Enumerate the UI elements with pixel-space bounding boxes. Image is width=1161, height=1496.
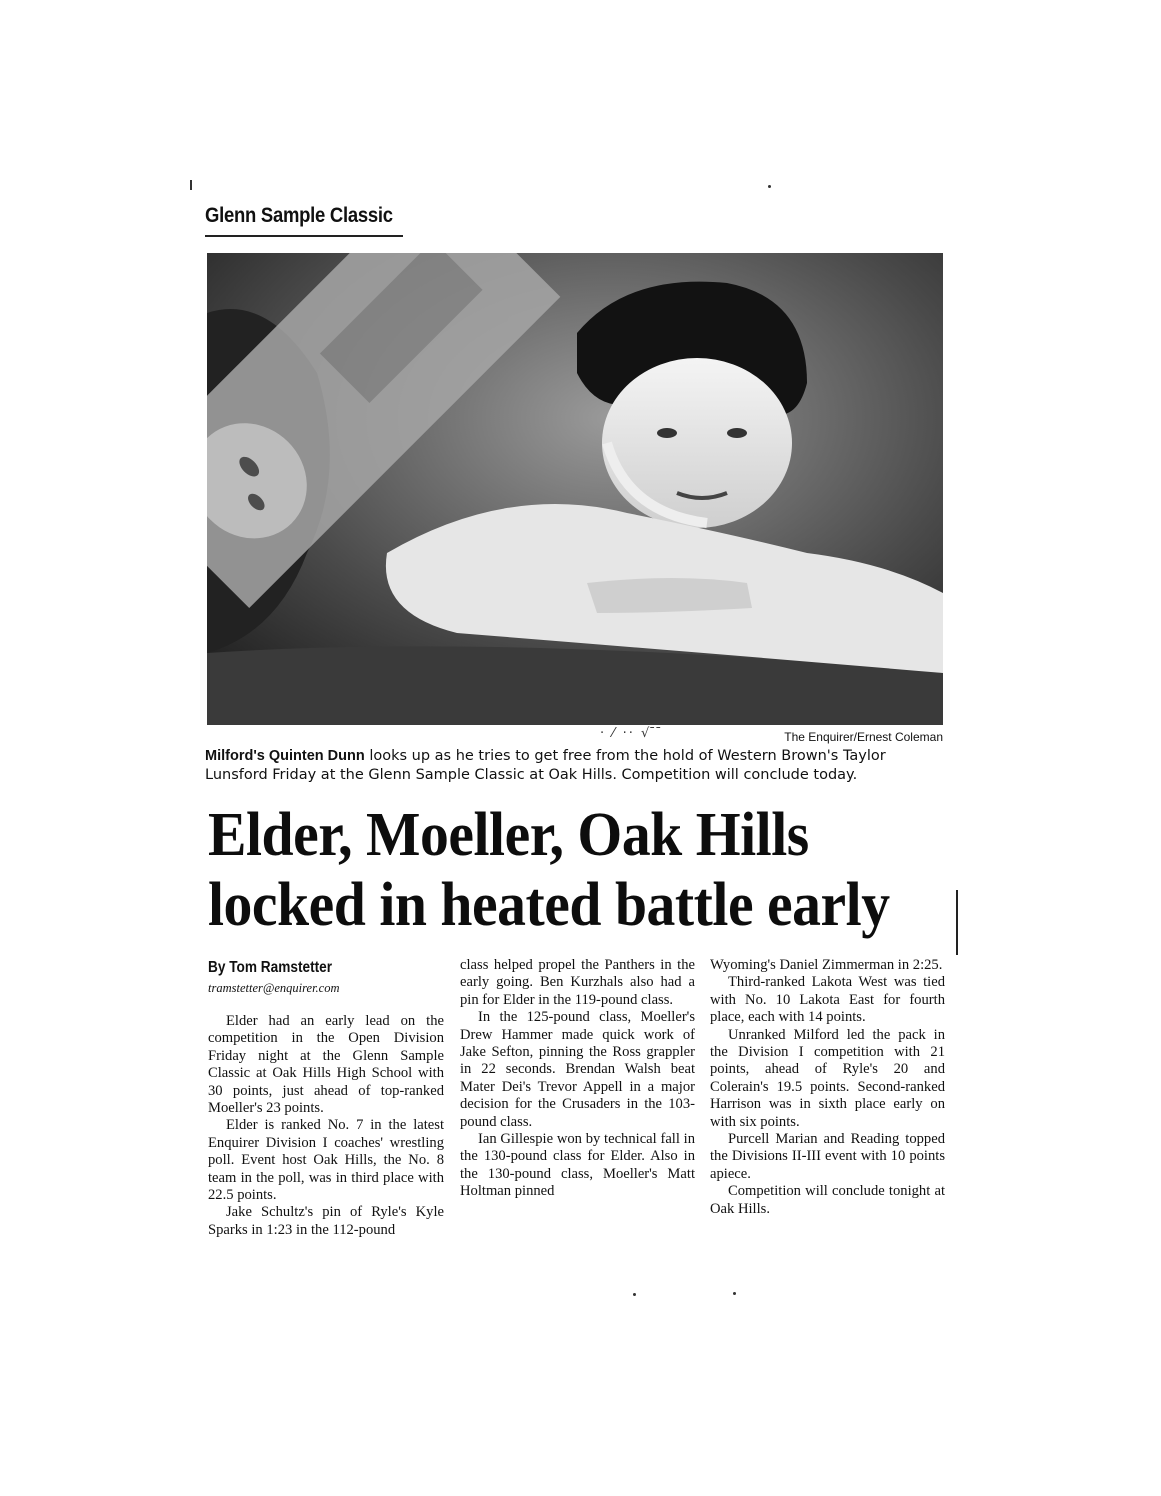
section-label: Glenn Sample Classic (205, 204, 393, 227)
paragraph: Ian Gillespie won by technical fall in the 130-pound class for Elder. Also in the 130-pound class, Moeller's Matt Holtman pinned (460, 1131, 695, 1200)
author-email[interactable]: tramstetter@enquirer.com (208, 981, 340, 995)
paragraph: Elder had an early lead on the competition in the Open Division Friday night at the Glenn Sample Classic at Oak Hills High School with 30 points, just ahead of top-ranked Moeller's 23 points. (208, 1013, 444, 1117)
caption-text: looks up as he tries to get free from the hold of Western Brown's Taylor Lunsford Friday at the Glenn Sample Classic at Oak Hills. Competition will conclude today. (205, 748, 886, 783)
section-rule (205, 235, 403, 237)
paragraph: Jake Schultz's pin of Ryle's Kyle Sparks in 1:23 in the 112-pound (208, 1204, 444, 1238)
column-3 (710, 957, 945, 1218)
headline-line-1: Elder, Moeller, Oak Hills (208, 801, 809, 869)
headline (208, 800, 968, 940)
paragraph: Wyoming's Daniel Zimmerman in 2:25. (710, 957, 943, 973)
column-1 (208, 1013, 444, 1239)
scan-mark: · ⁄ ·· √ ̄ ̄ (600, 726, 664, 741)
paragraph: Competition will conclude tonight at Oak Hills. (710, 1183, 945, 1217)
paragraph: Purcell Marian and Reading topped the Divisions II-III event with 10 points apiece. (710, 1131, 945, 1182)
paragraph: Elder is ranked No. 7 in the latest Enquirer Division I coaches' wrestling poll. Event host Oak Hills, the No. 8 team in the poll, was in third place with 22.5 points. (208, 1117, 444, 1204)
edge-mark (956, 890, 958, 955)
paragraph: In the 125-pound class, Moeller's Drew Hammer made quick work of Jake Sefton, pinning the Ross grappler in 22 seconds. Brendan Walsh beat Mater Dei's Trevor Appell in a major decision for the Crusaders in the 103-pound class. (460, 1009, 695, 1130)
speck (768, 185, 771, 188)
paragraph: Unranked Milford led the pack in the Division I competition with 21 points, ahead of Ryle's 20 and Colerain's 19.5 points. Second-ranked Harrison was in sixth place early on with six points. (710, 1026, 945, 1130)
column-2 (460, 957, 695, 1201)
speck (633, 1293, 636, 1296)
speck (190, 180, 192, 190)
byline: By Tom Ramstetter (208, 959, 333, 976)
speck (733, 1292, 736, 1295)
photo-image (207, 253, 943, 725)
paragraph: class helped propel the Panthers in the early going. Ben Kurzhals also had a pin for Elder in the 119-pound class. (460, 957, 695, 1008)
headline-line-2: locked in heated battle early (208, 871, 890, 939)
wrestling-photo (207, 253, 943, 725)
photo-credit: The Enquirer/Ernest Coleman (784, 730, 943, 744)
photo-caption (205, 747, 945, 785)
paragraph: Third-ranked Lakota West was tied with No. 10 Lakota East for fourth place, each with 14 points. (710, 974, 945, 1026)
caption-lead: Milford's Quinten Dunn (205, 748, 365, 764)
